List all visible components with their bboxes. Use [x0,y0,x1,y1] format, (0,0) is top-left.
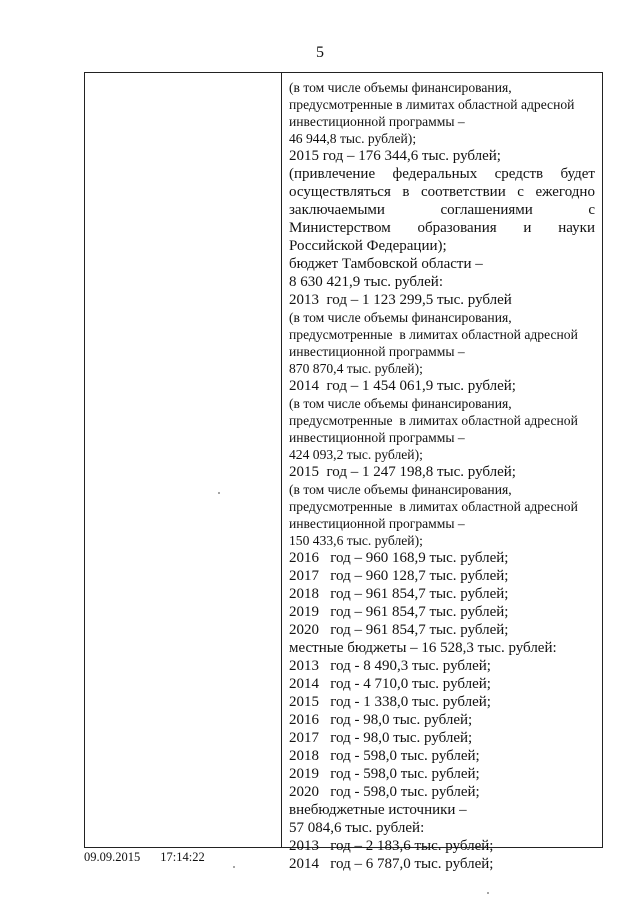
word: соответствии [420,184,506,200]
word: федеральных [392,166,478,182]
word: осуществляться [289,184,391,200]
text-line: 150 433,6 тыс. рублей); [289,533,423,548]
text-line: местные бюджеты – 16 528,3 тыс. рублей: [289,640,557,656]
text-line: инвестиционной программы – [289,344,465,359]
text-line: 2013 год - 8 490,3 тыс. рублей; [289,658,491,674]
text-line: 2019 год – 961 854,7 тыс. рублей; [289,604,509,620]
text-line: (в том числе объемы финансирования, [289,80,512,95]
text-line: 2014 год - 4 710,0 тыс. рублей; [289,676,491,692]
text-line: 2013 год – 1 123 299,5 тыс. рублей [289,292,512,308]
page-number: 5 [316,44,324,61]
text-line: инвестиционной программы – [289,114,465,129]
text-line: инвестиционной программы – [289,430,465,445]
text-line: 2015 год - 1 338,0 тыс. рублей; [289,694,491,710]
text-line: (в том числе объемы финансирования, [289,396,512,411]
justified-line [289,201,595,219]
text-line: 2018 год – 961 854,7 тыс. рублей; [289,586,509,602]
word: соглашениями [440,202,533,218]
text-line: 424 093,2 тыс. рублей); [289,447,423,462]
text-line: 46 944,8 тыс. рублей); [289,131,417,146]
text-line: (в том числе объемы финансирования, [289,310,512,325]
text-line: 2020 год – 961 854,7 тыс. рублей; [289,622,509,638]
text-line: 2017 год - 98,0 тыс. рублей; [289,730,473,746]
text-line: внебюджетные источники – [289,802,467,818]
text-line: 2018 год - 598,0 тыс. рублей; [289,748,480,764]
word: ежегодно [535,184,595,200]
scan-speck [487,892,489,894]
footer-time: 17:14:22 [160,850,205,864]
left-cell [85,73,282,847]
justified-line [289,183,595,201]
text-line: 2016 год – 960 168,9 тыс. рублей; [289,550,509,566]
text-line: 2014 год – 1 454 061,9 тыс. рублей; [289,378,516,394]
text-line: 2017 год – 960 128,7 тыс. рублей; [289,568,509,584]
word: Министерством [289,220,391,236]
word: с [517,184,524,200]
word: заключаемыми [289,202,385,218]
word: образования [417,220,497,236]
text-line: бюджет Тамбовской области – [289,256,483,272]
word: (привлечение [289,166,376,182]
text-line: 2020 год - 598,0 тыс. рублей; [289,784,480,800]
justified-line [289,219,595,237]
text-line: 2013 год – 2 183,6 тыс. рублей; [289,838,494,854]
text-line: (в том числе объемы финансирования, [289,482,512,497]
scan-speck [218,492,220,494]
text-line: предусмотренные в лимитах областной адресной [289,97,575,112]
text-line: предусмотренные в лимитах областной адресной [289,327,578,342]
word: с [588,202,595,218]
text-line: предусмотренные в лимитах областной адресной [289,499,578,514]
word: средств [494,166,544,182]
justified-line [289,165,595,183]
text-line: 2014 год – 6 787,0 тыс. рублей; [289,856,494,872]
text-line: предусмотренные в лимитах областной адресной [289,413,578,428]
right-cell [283,73,602,872]
text-line: 57 084,6 тыс. рублей: [289,820,425,836]
word: и [523,220,532,236]
text-line: 2019 год - 598,0 тыс. рублей; [289,766,480,782]
text-line: инвестиционной программы – [289,516,465,531]
word: науки [558,220,595,236]
text-line: 870 870,4 тыс. рублей); [289,361,423,376]
text-line: 2015 год – 176 344,6 тыс. рублей; [289,148,501,164]
text-line: Российской Федерации); [289,238,447,254]
word: в [402,184,410,200]
footer-date: 09.09.2015 [84,850,141,864]
word: будет [560,166,595,182]
text-line: 8 630 421,9 тыс. рублей: [289,274,443,290]
scan-speck [233,866,235,868]
print-timestamp [84,850,205,864]
text-line: 2015 год – 1 247 198,8 тыс. рублей; [289,464,516,480]
text-line: 2016 год - 98,0 тыс. рублей; [289,712,473,728]
